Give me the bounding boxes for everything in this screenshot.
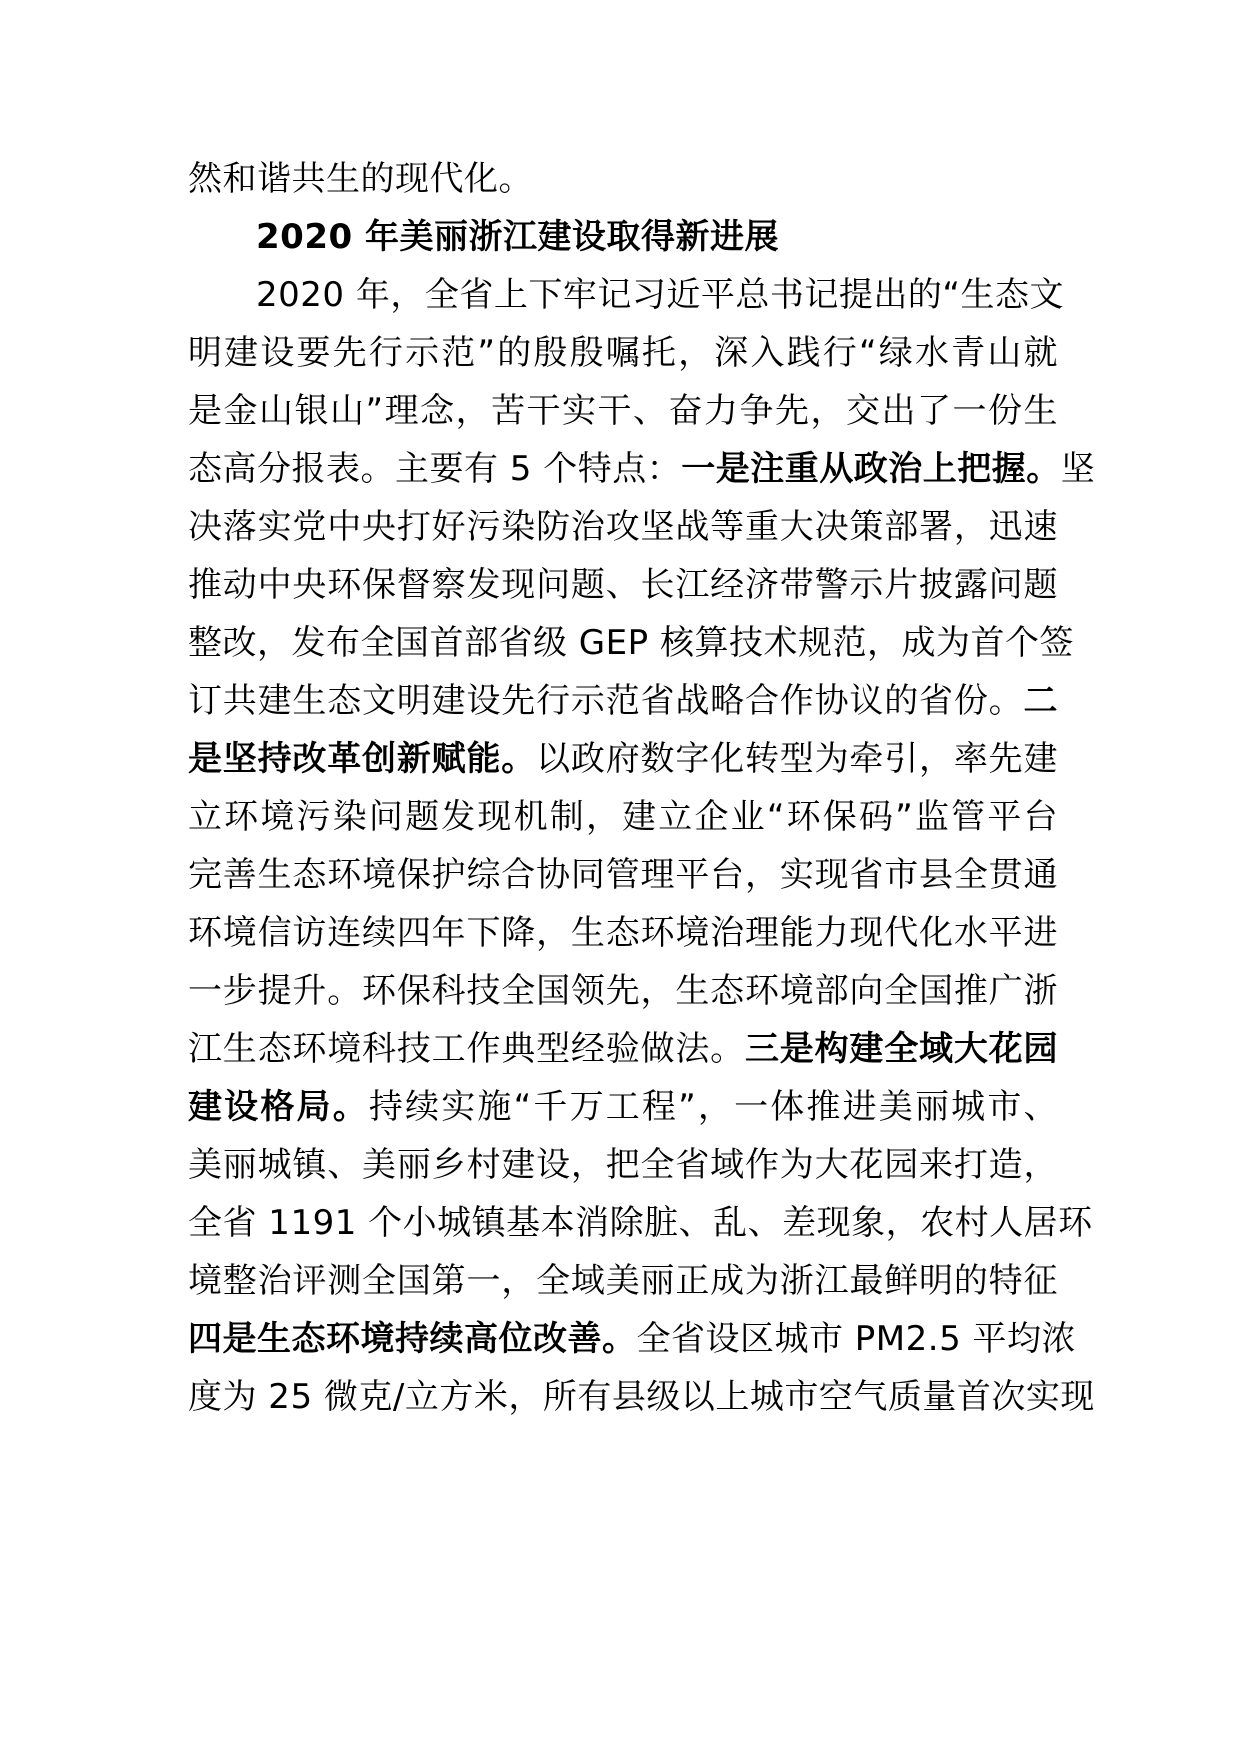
bold-point-heading: 是坚持改革创新赋能。 <box>188 739 537 779</box>
text-segment: 态高分报表。主要有 5 个特点： <box>188 449 682 489</box>
text-line <box>188 494 1058 560</box>
text-segment: 明建设要先行示范”的殷殷嘱托，深入践行“绿水青山就 <box>188 333 1058 373</box>
text-segment: 环境信访连续四年下降，生态环境治理能力现代化水平进 <box>188 913 1058 953</box>
text-segment: 整改，发布全国首部省级 GEP 核算技术规范，成为首个签 <box>188 623 1074 663</box>
text-segment: 以政府数字化转型为牵引，率先建 <box>536 739 1058 779</box>
text-line <box>188 668 1058 734</box>
text-line <box>188 610 1074 676</box>
text-segment: 全省 1191 个小城镇基本消除脏、乱、差现象，农村人居环 <box>188 1203 1093 1243</box>
text-segment: 一步提升。环保科技全国领先，生态环境部向全国推广浙 <box>188 971 1058 1011</box>
text-line <box>188 436 1096 502</box>
bold-point-heading: 四是生态环境持续高位改善。 <box>188 1319 637 1359</box>
section-heading: 2020 年美丽浙江建设取得新进展 <box>256 217 779 257</box>
bold-point-heading: 三是构建全域大花园 <box>745 1029 1058 1069</box>
text-line <box>256 262 1064 328</box>
text-segment: 然和谐共生的现代化。 <box>188 159 533 199</box>
text-segment: 坚 <box>1060 449 1096 489</box>
text-line <box>188 1074 1058 1140</box>
text-segment: 江生态环境科技工作典型经验做法。 <box>188 1029 745 1069</box>
text-line <box>188 1248 1058 1314</box>
text-segment: 决落实党中央打好污染防治攻坚战等重大决策部署，迅速 <box>188 507 1058 547</box>
text-segment: 订共建生态文明建设先行示范省战略合作协议的省份。 <box>188 681 1024 721</box>
text-line <box>188 552 1058 618</box>
text-line <box>188 900 1058 966</box>
bold-point-heading: 建设格局。 <box>188 1087 369 1127</box>
text-line <box>188 1132 1058 1198</box>
text-line <box>188 1306 1077 1372</box>
text-segment: 是金山银山”理念，苦干实干、奋力争先，交出了一份生 <box>188 391 1058 431</box>
text-segment: 立环境污染问题发现机制，建立企业“环保码”监管平台 <box>188 797 1058 837</box>
text-line <box>188 958 1058 1024</box>
text-segment: 全省设区城市 PM2.5 平均浓 <box>636 1319 1077 1359</box>
text-line <box>188 842 1058 908</box>
text-line <box>188 320 1058 386</box>
text-line <box>188 726 1058 792</box>
text-segment: 持续实施“千万工程”，一体推进美丽城市、 <box>368 1087 1058 1127</box>
text-line <box>188 1364 1095 1430</box>
text-line <box>188 1190 1093 1256</box>
text-segment: 完善生态环境保护综合协同管理平台，实现省市县全贯通 <box>188 855 1058 895</box>
text-line <box>188 146 1058 212</box>
text-segment: 境整治评测全国第一，全域美丽正成为浙江最鲜明的特征 <box>188 1261 1058 1301</box>
bold-point-heading: 二 <box>1023 681 1058 721</box>
text-segment: 推动中央环保督察发现问题、长江经济带警示片披露问题 <box>188 565 1058 605</box>
text-line <box>188 378 1058 444</box>
text-line <box>188 784 1058 850</box>
text-segment: 度为 25 微克/立方米，所有县级以上城市空气质量首次实现 <box>188 1377 1095 1417</box>
text-segment: 美丽城镇、美丽乡村建设，把全省域作为大花园来打造， <box>188 1145 1058 1185</box>
text-line <box>188 1016 1058 1082</box>
text-segment: 2020 年，全省上下牢记习近平总书记提出的“生态文 <box>256 275 1064 315</box>
bold-point-heading: 一是注重从政治上把握。 <box>681 449 1061 489</box>
